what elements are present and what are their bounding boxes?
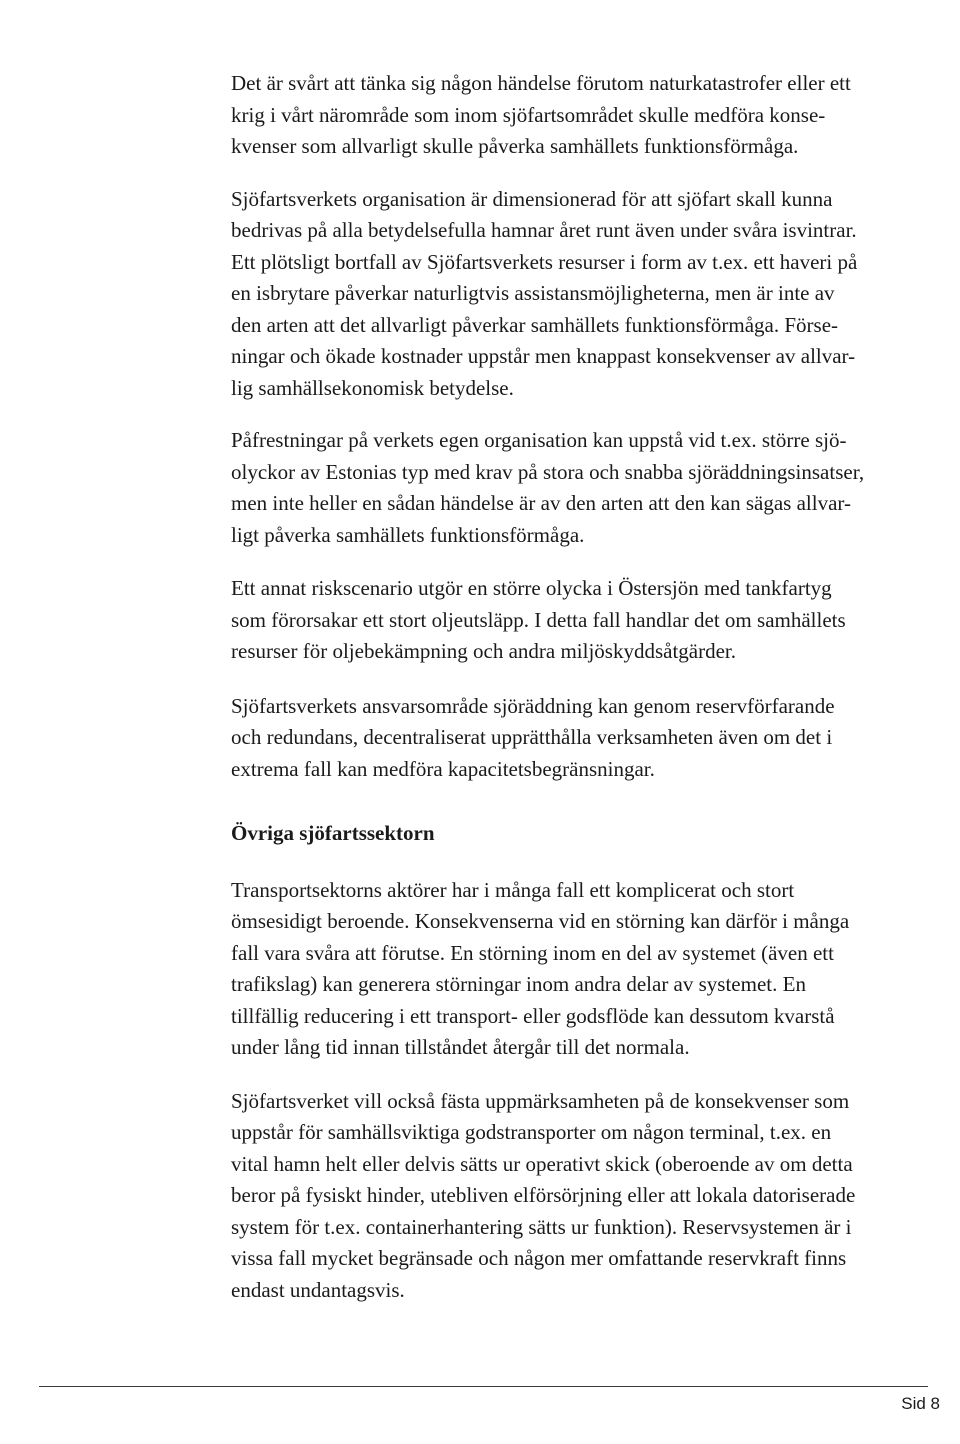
paragraph: Transportsektorns aktörer har i många fall ett komplicerat och stort ömsesidigt beroende. Konsekvenserna vid en störning kan därför i många fall vara svåra att förutse. En störning inom en del av systemet (även ett trafikslag) kan generera störningar inom andra delar av systemet. En tillfällig reducering i ett transport- eller godsflöde kan dessutom kvarstå under lång tid innan tillståndet återgår till det normala. [231, 877, 850, 1059]
page-body [231, 68, 943, 1306]
paragraph: Sjöfartsverkets ansvarsområde sjöräddning kan genom reservförfarande och redundans, decentraliserat upprätthålla verksamheten även om det i extrema fall kan medföra kapacitetsbegränsningar. [231, 693, 835, 781]
page-number: Sid 8 [901, 1394, 940, 1413]
paragraph: Påfrestningar på verkets egen organisation kan uppstå vid t.ex. större sjö- olyckor av Estonias typ med krav på stora och snabba sjöräddningsinsatser, men inte heller en sådan händelse är av den arten att den kan sägas allvar- ligt påverka samhällets funktionsförmåga. [231, 428, 865, 547]
paragraph: Sjöfartsverkets organisation är dimensionerad för att sjöfart skall kunna bedrivas på alla betydelsefulla hamnar året runt även under svåra isvintrar. Ett plötsligt bortfall av Sjöfartsverkets resurser i form av t.ex. ett haveri på en isbrytare påverkar naturligtvis assistansmöjligheterna, men är inte av den arten att det allvarligt påverkar samhällets funktionsförmåga. Förse- ningar och ökade kostnader uppstår men knappast konsekvenser av allvar- lig samhällsekonomisk betydelse. [231, 186, 858, 400]
section-heading: Övriga sjöfartssektorn [231, 821, 435, 845]
paragraph: Ett annat riskscenario utgör en större olycka i Östersjön med tankfartyg som förorsakar ett stort oljeutsläpp. I detta fall handlar det om samhällets resurser för oljebekämpning och andra miljöskyddsåtgärder. [231, 576, 846, 663]
footer-divider [39, 1386, 928, 1387]
paragraph: Det är svårt att tänka sig någon händelse förutom naturkatastrofer eller ett krig i vårt närområde som inom sjöfartsområdet skulle medföra konse- kvenser som allvarligt skulle påverka samhällets funktionsförmåga. [231, 71, 851, 158]
paragraph: Sjöfartsverket vill också fästa uppmärksamheten på de konsekvenser som uppstår för samhällsviktiga godstransporter om någon terminal, t.ex. en vital hamn helt eller delvis sätts ur operativt skick (oberoende av om detta beror på fysiskt hinder, utebliven elförsörjning eller att lokala datoriserade system för t.ex. containerhantering sätts ur funktion). Reservsystemen är i vissa fall mycket begränsade och någon mer omfattande reservkraft finns endast undantagsvis. [231, 1088, 856, 1302]
